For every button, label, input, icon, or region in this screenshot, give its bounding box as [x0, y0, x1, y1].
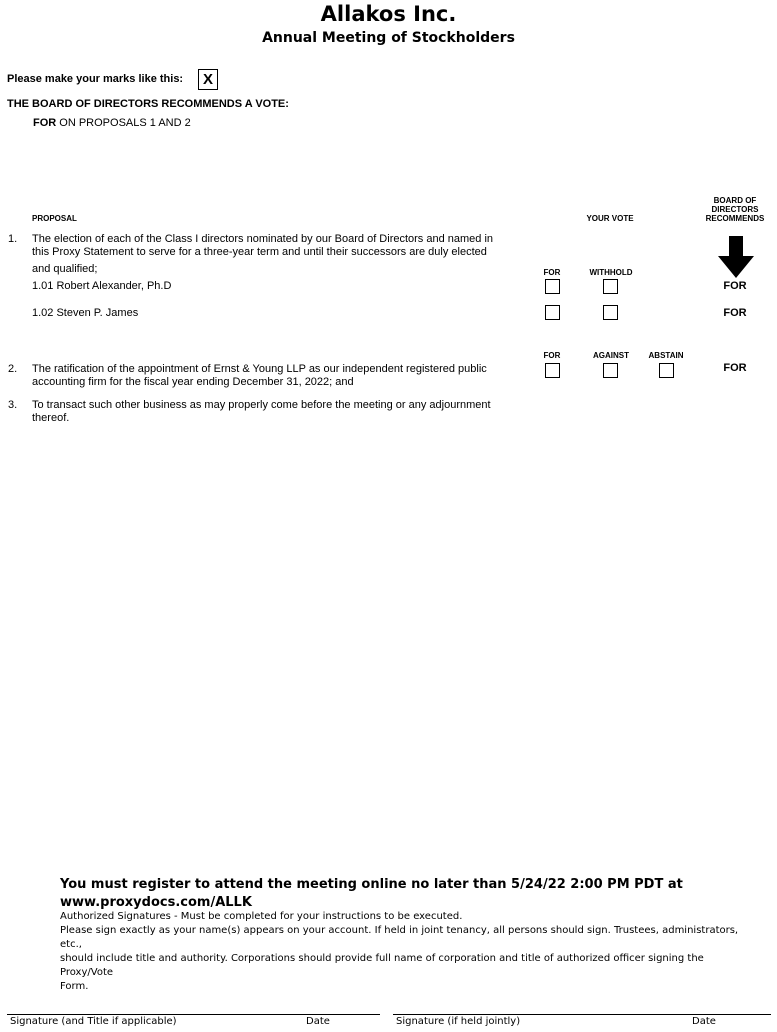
document-subtitle: Annual Meeting of Stockholders [262, 30, 515, 46]
board-rec-line1: BOARD OF [713, 196, 757, 205]
date-2-label: Date [692, 1016, 716, 1027]
proposal-3-number: 3. [8, 399, 18, 411]
proposal-2-against-checkbox[interactable] [603, 363, 618, 378]
proposal-1-number: 1. [8, 233, 18, 245]
signature-2-line[interactable] [393, 1014, 771, 1015]
document-title: Allakos Inc. [320, 2, 457, 26]
nominee-2-recommendation: FOR [723, 307, 747, 319]
proposal-2-text [32, 363, 522, 389]
proposal-1-text [32, 233, 522, 276]
proposal-1-for-header: FOR [543, 268, 561, 277]
nominee-1-label: 1.01 Robert Alexander, Ph.D [32, 280, 172, 292]
proposal-2-for-header: FOR [543, 351, 561, 360]
board-for-rest: ON PROPOSALS 1 AND 2 [56, 117, 191, 129]
board-for-bold: FOR [33, 117, 57, 129]
proposal-1-withhold-header: WITHHOLD [589, 268, 633, 277]
proposal-3-line2: thereof. [32, 412, 70, 424]
register-notice: You must register to attend the meeting online no later than 5/24/22 2:00 PM PDT at [60, 877, 683, 892]
proposal-2-abstain-header: ABSTAIN [648, 351, 684, 360]
board-recommends-column-header [700, 196, 770, 223]
proposal-3-line1: To transact such other business as may properly come before the meeting or any adjournment [32, 399, 491, 411]
proposal-2-for-checkbox[interactable] [545, 363, 560, 378]
nominee-1-for-checkbox[interactable] [545, 279, 560, 294]
date-1-label: Date [306, 1016, 330, 1027]
auth-line3: should include title and authority. Corporations should provide full name of corporation and title of authorized officer signing the Proxy/Vote [60, 953, 704, 978]
auth-line1: Authorized Signatures - Must be completed for your instructions to be executed. [60, 911, 463, 922]
proposal-2-abstain-checkbox[interactable] [659, 363, 674, 378]
signature-2-label: Signature (if held jointly) [396, 1016, 521, 1027]
your-vote-column-header: YOUR VOTE [586, 214, 634, 223]
authorized-signatures-notice [60, 910, 740, 994]
nominee-1-recommendation: FOR [723, 280, 747, 292]
proposal-3-text [32, 399, 522, 425]
proposal-column-header: PROPOSAL [32, 214, 77, 223]
proposal-2-line2: accounting firm for the fiscal year ending December 31, 2022; and [32, 376, 354, 388]
proposal-1-line3: and qualified; [32, 263, 98, 275]
proposal-1-line1: The election of each of the Class I directors nominated by our Board of Directors and named in [32, 233, 494, 245]
board-recommendation-heading: THE BOARD OF DIRECTORS RECOMMENDS A VOTE: [7, 98, 289, 110]
signature-1-label: Signature (and Title if applicable) [10, 1016, 177, 1027]
register-url: www.proxydocs.com/ALLK [60, 895, 252, 910]
arrow-down-icon [718, 236, 754, 278]
auth-line4: Form. [60, 981, 89, 992]
proposal-2-recommendation: FOR [723, 362, 747, 374]
proposal-2-number: 2. [8, 363, 18, 375]
marks-instruction: Please make your marks like this: [7, 73, 184, 85]
auth-line2: Please sign exactly as your name(s) appears on your account. If held in joint tenancy, all persons should sign. Trustees, administrators, etc., [60, 925, 739, 950]
signature-1-line[interactable] [7, 1014, 380, 1015]
board-rec-line2: DIRECTORS [711, 205, 759, 214]
nominee-2-withhold-checkbox[interactable] [603, 305, 618, 320]
proposal-2-line1: The ratification of the appointment of Ernst & Young LLP as our independent registered public [32, 363, 487, 375]
mark-example-box: X [198, 69, 218, 90]
proposal-1-line2: this Proxy Statement to serve for a three-year term and until their successors are duly elected [32, 246, 487, 258]
proposal-2-against-header: AGAINST [593, 351, 629, 360]
nominee-2-label: 1.02 Steven P. James [32, 307, 139, 319]
nominee-2-for-checkbox[interactable] [545, 305, 560, 320]
board-recommendation-text [33, 117, 191, 129]
board-rec-line3: RECOMMENDS [705, 214, 765, 223]
nominee-1-withhold-checkbox[interactable] [603, 279, 618, 294]
